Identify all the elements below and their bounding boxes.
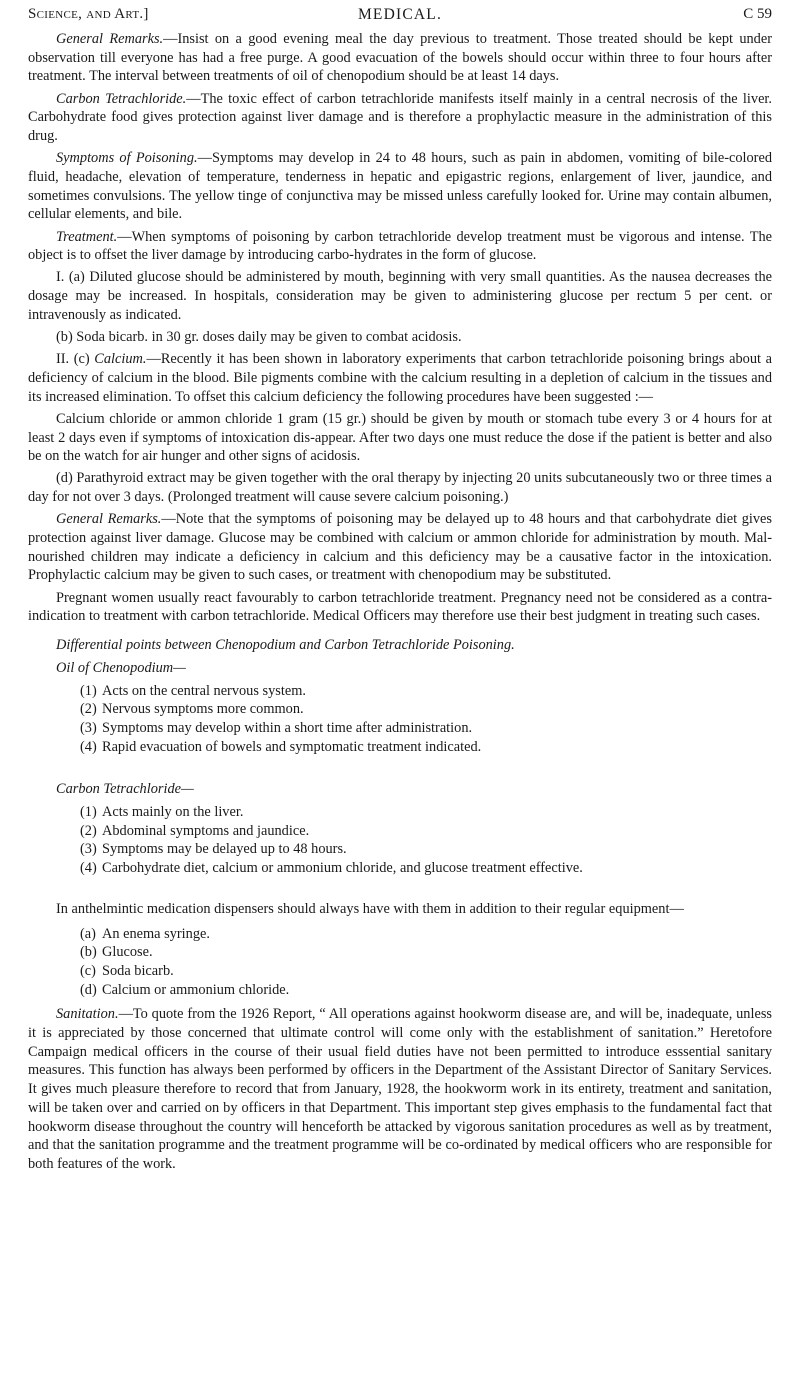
- paragraph-sanitation: [28, 1005, 772, 1173]
- paragraph-lead: General Remarks.: [56, 511, 162, 528]
- paragraph-text: —Symptoms may develop in 24 to 48 hours, such as pain in abdomen, vomiting of bile-colored fluid, headache, elevation of temperature, tenderness in hepatic and epigastric regions, enlargement of liver, jaundice, and sometimes convulsions. The yellow tinge of conjunctiva may be missed unless carefully looked for. Urine may contain albumen, cellular elements, and bile.: [28, 150, 772, 223]
- list-item: (3) Symptoms may develop within a short time after administration.: [80, 719, 473, 736]
- list-item: (3) Symptoms may be delayed up to 48 hours.: [80, 841, 347, 858]
- paragraph-text: —Insist on a good evening meal the day previous to treatment. Those treated should be kept under observation till everyone has had a free purge. A good evacuation of the bowels should occur within three to four hours after treatment. The interval between treatments of oil of chenopodium should be at least 14 days.: [28, 31, 772, 85]
- paragraph-lead: Treatment.: [56, 228, 118, 245]
- paragraph-calcium-chloride: Calcium chloride or ammon chloride 1 gram (15 gr.) should be given by mouth or stomach tube every 3 or 4 hours for at least 2 days even if symptoms of intoxication dis-appear. After two days one must reduce the dose if the patient is better and also be on the watch for air hunger and other signs of acidosis.: [28, 410, 772, 465]
- paragraph-general-remarks: [28, 30, 772, 86]
- paragraph-pregnancy: Pregnant women usually react favourably to carbon tetrachloride treatment. Pregnancy need not be considered as a contra-indication to treatment with carbon tetrachloride. Medical Officers may therefore use their best judgment in treating such cases.: [28, 589, 772, 625]
- paragraph-general-remarks-2: [28, 510, 772, 585]
- paragraph-glucose: I. (a) Diluted glucose should be administered by mouth, beginning with very small quantities. As the nausea decreases the dosage may be increased. In hospitals, consideration may be given to administering glucose per rectum 5 per cent. or intravenously as indicated.: [28, 269, 772, 323]
- list-item: (1) Acts mainly on the liver.: [80, 804, 244, 821]
- paragraph-prefix: II. (c): [56, 351, 95, 368]
- equipment-list: [28, 925, 772, 1000]
- paragraph-anthelmintic: In anthelmintic medication dispensers should always have with them in addition to their regular equipment—: [56, 900, 684, 917]
- paragraph-carbon-tetrachloride: [28, 90, 772, 146]
- paragraph-lead: General Remarks.: [56, 31, 164, 47]
- paragraph-treatment: [28, 228, 772, 265]
- paragraph-symptoms: [28, 149, 772, 224]
- paragraph-text: —When symptoms of poisoning by carbon tetrachloride develop treatment must be vigorous and intense. The object is to offset the liver damage by introducing carbo-hydrates in the form of glucose.: [28, 228, 772, 264]
- paragraph-parathyroid: (d) Parathyroid extract may be given together with the oral therapy by injecting 20 units subcutaneously two or three times a day for not over 3 days. (Prolonged treatment will cause severe calcium poisoning.): [28, 470, 772, 506]
- page-number: C 59: [743, 6, 772, 22]
- paragraph-text: —To quote from the 1926 Report, “ All operations against hookworm disease are, and will be, inadequate, unless it is appreciated by those concerned that ultimate control will come only with the establishment of sanitation.” Heretofore Campaign medical officers in the course of their usual field duties have not been permitted to introduce esssential sanitary measures. This function has always been performed by officers in the Department of the Assistant Director of Sanitary Services. It gives much pleasure therefore to record that from January, 1928, the hookworm work in its entirety, treatment and sanitation, will be taken over and carried on by officers in that Department. This important step gives emphasis to the fundamental fact that hookworm disease throughout the country will henceforth be attacked by vigorous sanitation procedures as well as by treatment, and that the sanitation programme and the treatment programme will be co-ordinated by medical officers who are responsible for both features of the work.: [28, 1006, 772, 1172]
- paragraph-text: —The toxic effect of carbon tetrachloride manifests itself mainly in a central necrosis of the liver. Carbohydrate food gives protection against liver damage and is therefore a prophylactic measure in the administration of this drug.: [28, 90, 773, 145]
- paragraph-calcium: [28, 350, 772, 406]
- list-item: (2) Abdominal symptoms and jaundice.: [80, 822, 310, 839]
- list-item: (d) Calcium or ammonium chloride.: [80, 981, 290, 998]
- paragraph-soda-bicarb: (b) Soda bicarb. in 30 gr. doses daily may be given to combat acidosis.: [56, 329, 462, 346]
- paragraph-lead: Calcium.: [94, 351, 147, 368]
- paragraph-lead: Sanitation.: [56, 1006, 119, 1023]
- paragraph-text: —Note that the symptoms of poisoning may be delayed up to 48 hours and that carbohydrate diet gives protection against liver damage. Glucose may be combined with calcium or ammon chloride for administration by mouth. Mal-nourished children may indicate a deficiency in calcium and this deficiency may be a causative factor in the intoxication. Prophylactic calcium may be given to such cases, or treatment with chenopodium may be substituted.: [28, 511, 772, 584]
- page-body: [28, 30, 772, 1177]
- carbon-heading: Carbon Tetrachloride—: [56, 781, 194, 798]
- paragraph-lead: Carbon Tetrachloride.: [56, 90, 187, 107]
- list-item: (4) Carbohydrate diet, calcium or ammonium chloride, and glucose treatment effective.: [80, 860, 583, 877]
- chenopodium-list: [28, 682, 772, 757]
- chenopodium-heading: Oil of Chenopodium—: [56, 659, 186, 676]
- list-item: (2) Nervous symptoms more common.: [80, 701, 304, 718]
- paragraph-lead: Symptoms of Poisoning.: [56, 150, 198, 167]
- section-label: Science, and Art.]: [28, 6, 149, 22]
- list-item: (4) Rapid evacuation of bowels and symptomatic treatment indicated.: [80, 738, 482, 755]
- list-item: (c) Soda bicarb.: [80, 962, 174, 979]
- list-item: (a) An enema syringe.: [80, 925, 210, 942]
- differential-heading: Differential points between Chenopodium and Carbon Tetrachloride Poisoning.: [56, 637, 515, 654]
- running-title: MEDICAL.: [357, 6, 443, 23]
- page-header: [28, 6, 772, 30]
- list-item: (b) Glucose.: [80, 944, 153, 961]
- carbon-list: [28, 803, 772, 878]
- list-item: (1) Acts on the central nervous system.: [80, 682, 306, 699]
- paragraph-text: —Recently it has been shown in laboratory experiments that carbon tetrachloride poisoning brings about a deficiency of calcium in the blood. Bile pigments combine with the calcium resulting in a depletion of calcium in the tissues and its increased elimination. To offset this calcium deficiency the following procedures have been suggested :—: [28, 351, 772, 405]
